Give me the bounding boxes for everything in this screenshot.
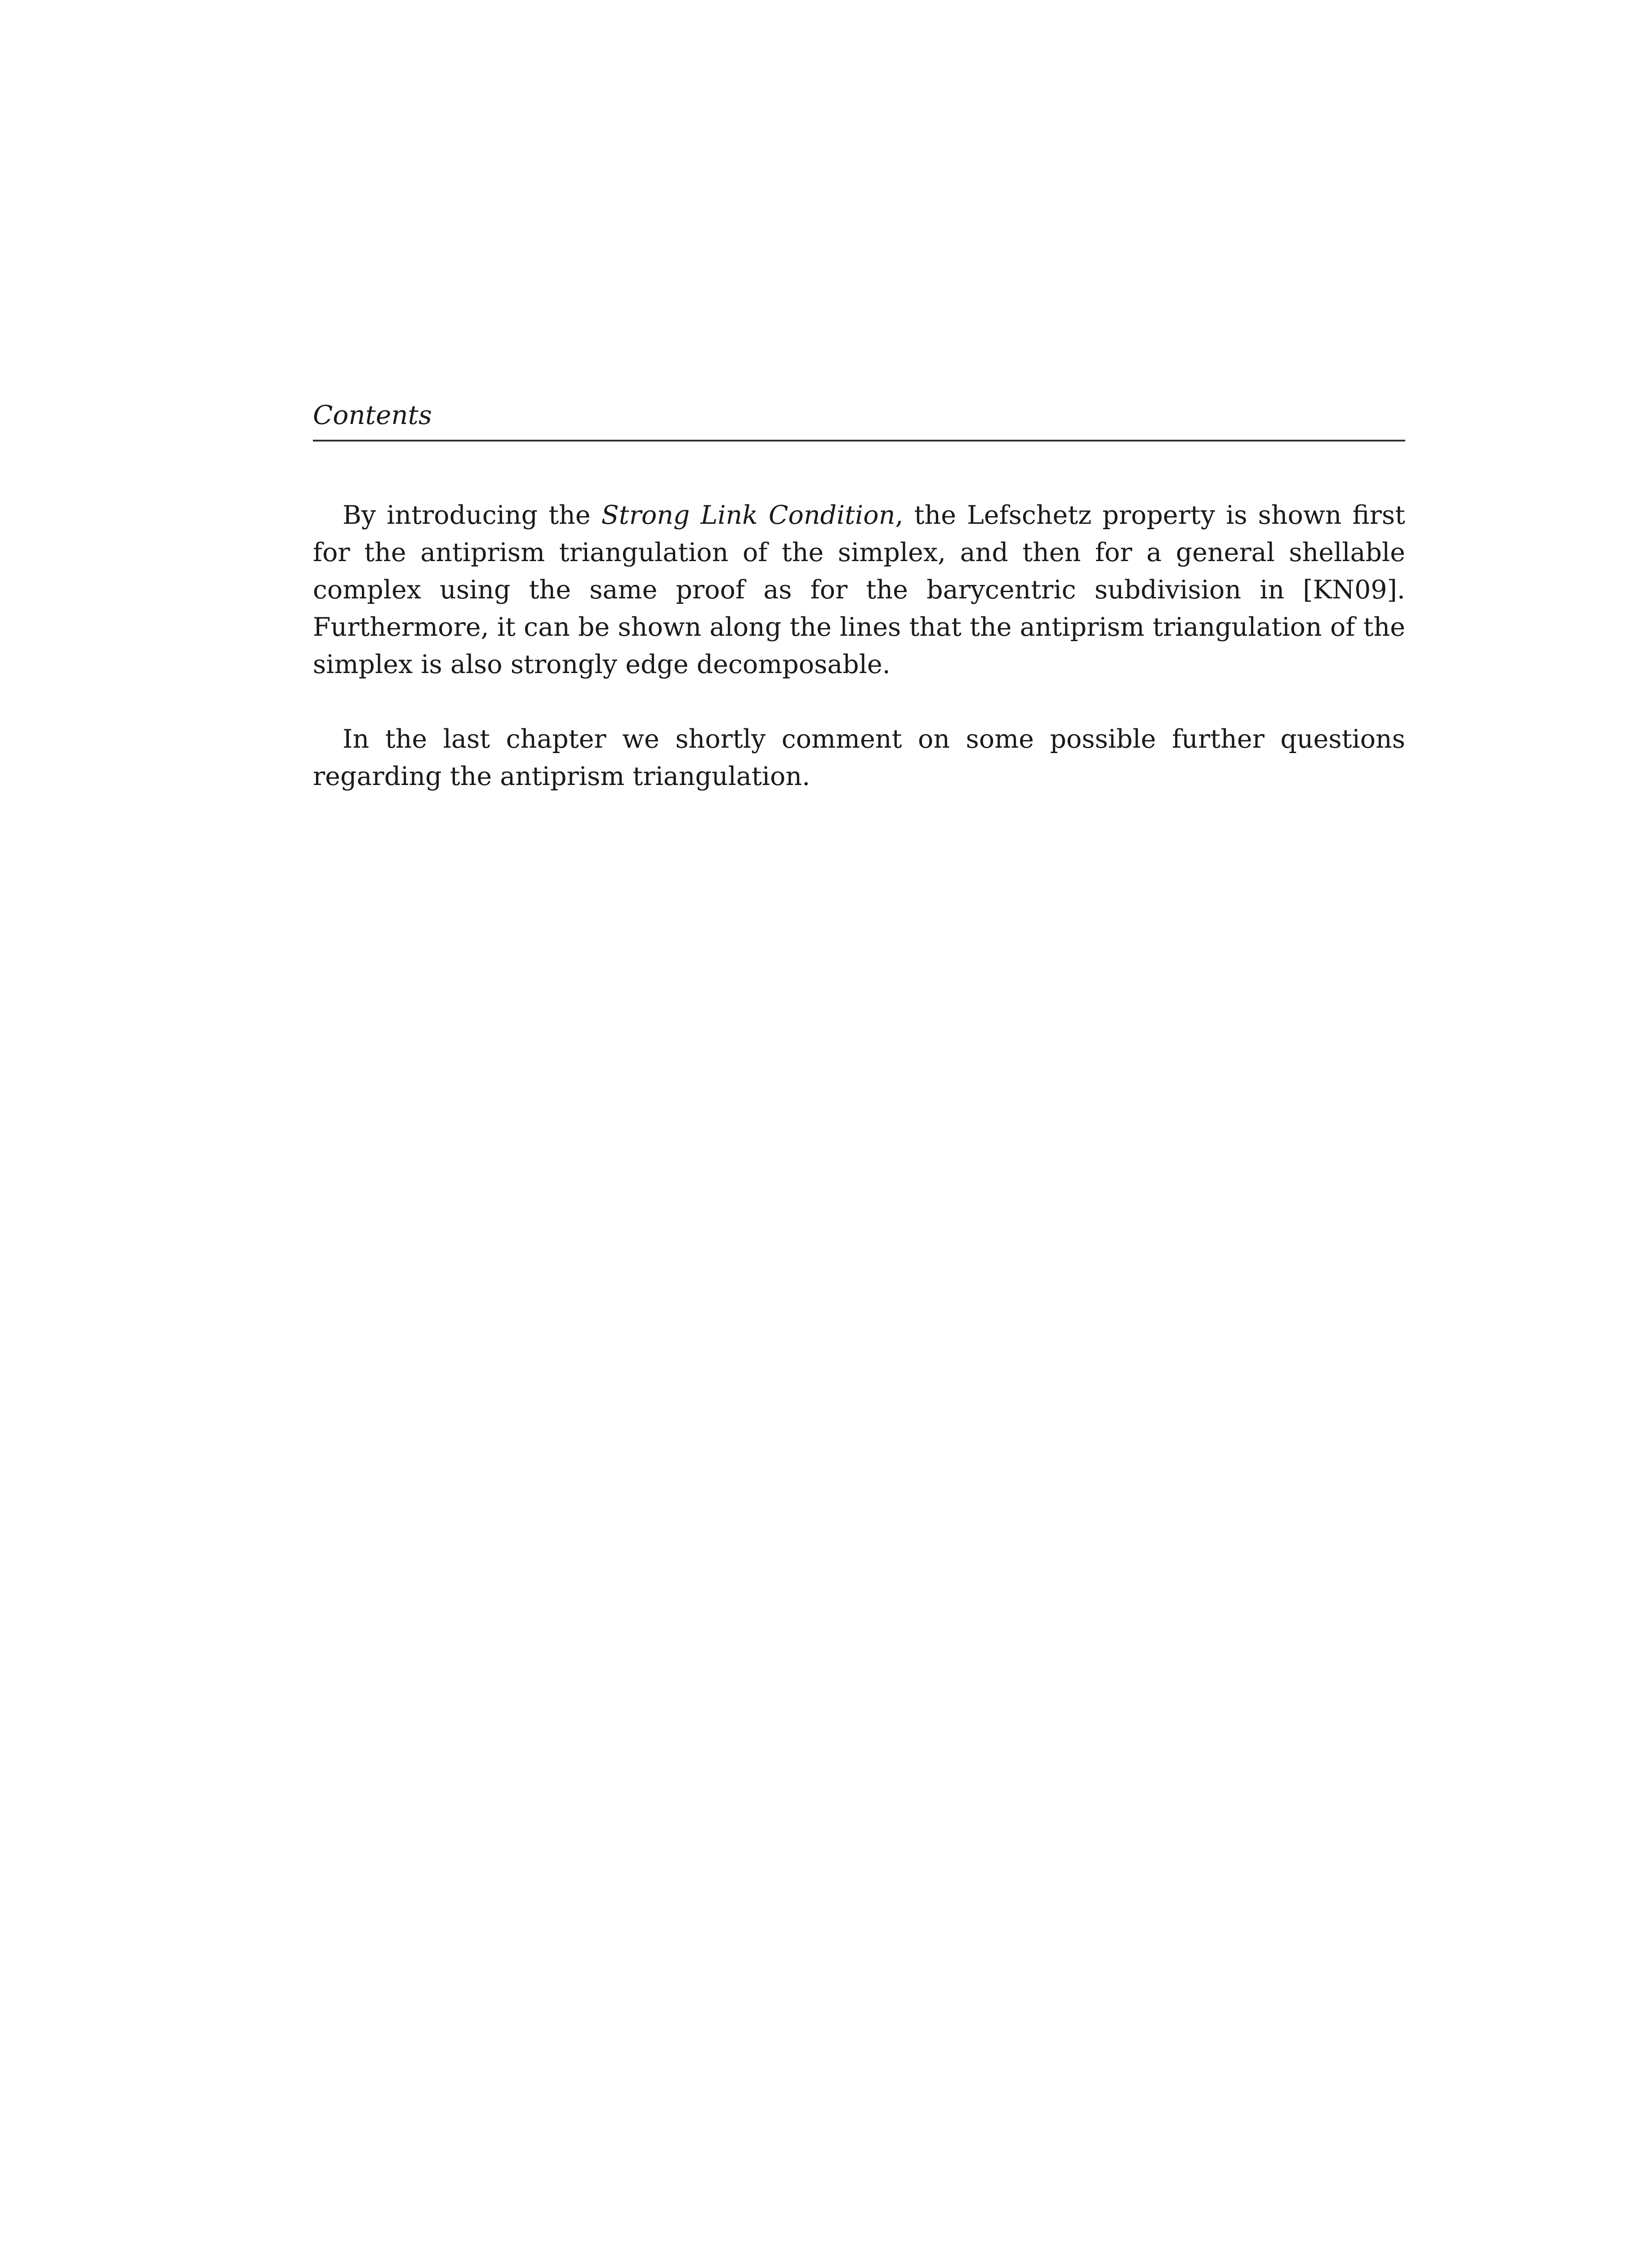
running-header-title: Contents <box>313 400 432 430</box>
paragraph-2-text: In the last chapter we shortly comment on some possible further questions regarding the antiprism triangulation. <box>313 724 1405 791</box>
paragraph-last-chapter <box>313 721 1405 795</box>
body-text <box>313 497 1405 795</box>
paragraph-strong-link-condition <box>313 497 1405 683</box>
paragraph-1-emphasis: Strong Link Condition <box>601 500 895 530</box>
paragraph-1-lead: By introducing the <box>343 500 601 530</box>
running-header <box>313 396 1405 442</box>
paragraph-1-rest: , the Lefschetz property is shown first for the antiprism triangulation of the simplex, and then for a general shellable complex using the same proof as for the barycentric subdivision in [KN09]. Furthermore, it can be shown along the lines that the antiprism triangulation of the simplex is also strongly edge decomposable. <box>313 500 1405 679</box>
